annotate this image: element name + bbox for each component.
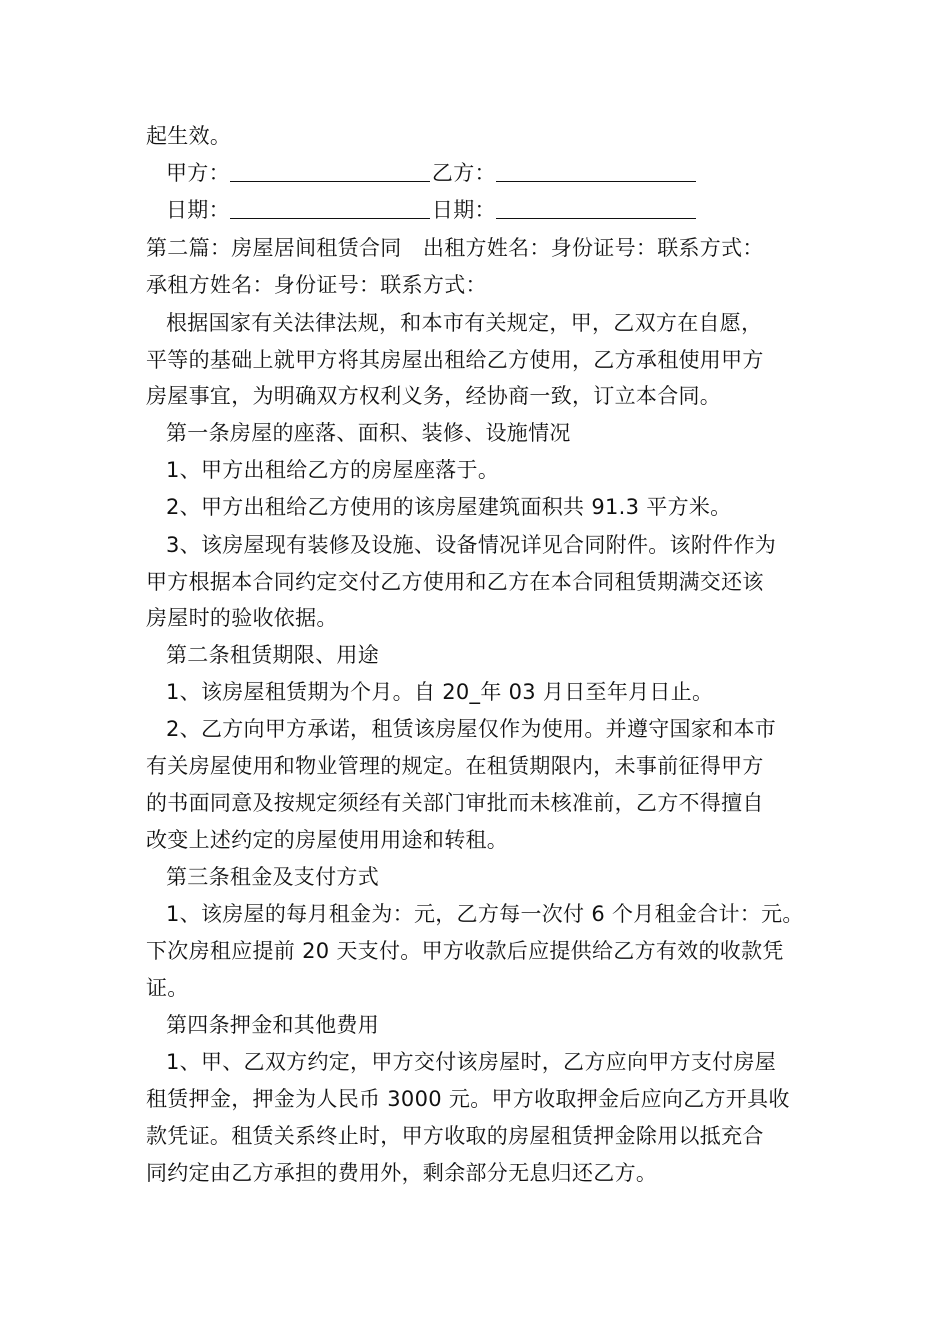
text-line: 起生效。 <box>146 124 232 148</box>
text-line: 证。 <box>146 976 189 1000</box>
text-line: 有关房屋使用和物业管理的规定。在租赁期限内，未事前征得甲方 <box>146 754 764 778</box>
date-a-blank <box>230 196 430 219</box>
clause-heading: 第一条房屋的座落、面积、装修、设施情况 <box>166 421 571 445</box>
text-line: 房屋事宜，为明确双方权利义务，经协商一致，订立本合同。 <box>146 384 722 408</box>
text-line: 根据国家有关法律法规，和本市有关规定，甲，乙双方在自愿， <box>166 311 763 335</box>
party-b-blank <box>496 159 696 182</box>
text-line: 款凭证。租赁关系终止时，甲方收取的房屋租赁押金除用以抵充合 <box>146 1124 764 1148</box>
text-line: 2、乙方向甲方承诺，租赁该房屋仅作为使用。并遵守国家和本市 <box>166 717 777 741</box>
text-line: 甲方根据本合同约定交付乙方使用和乙方在本合同租赁期满交还该 <box>146 570 764 594</box>
date-a-label: 日期： <box>166 198 230 222</box>
clause-heading: 第三条租金及支付方式 <box>166 865 379 889</box>
text-line: 承租方姓名：身份证号：联系方式： <box>146 273 487 297</box>
party-b-label: 乙方： <box>431 161 496 185</box>
text-line: 下次房租应提前 20 天支付。甲方收款后应提供给乙方有效的收款凭 <box>146 939 784 963</box>
text-line: 1、甲方出租给乙方的房屋座落于。 <box>166 458 500 482</box>
text-line: 1、该房屋租赁期为个月。自 20_年 03 月日至年月日止。 <box>166 680 714 704</box>
text-line: 改变上述约定的房屋使用用途和转租。 <box>146 828 509 852</box>
date-b-label: 日期： <box>431 198 496 222</box>
text-line: 的书面同意及按规定须经有关部门审批而未核准前，乙方不得擅自 <box>146 791 764 815</box>
text-line: 2、甲方出租给乙方使用的该房屋建筑面积共 91.3 平方米。 <box>166 495 732 519</box>
text-line: 租赁押金，押金为人民币 3000 元。甲方收取押金后应向乙方开具收 <box>146 1087 790 1111</box>
section-title: 第二篇：房屋居间租赁合同 出租方姓名：身份证号：联系方式： <box>146 236 764 260</box>
text-line: 房屋时的验收依据。 <box>146 606 338 630</box>
clause-heading: 第四条押金和其他费用 <box>166 1013 379 1037</box>
text-line: 平等的基础上就甲方将其房屋出租给乙方使用，乙方承租使用甲方 <box>146 348 764 372</box>
text-line: 同约定由乙方承担的费用外，剩余部分无息归还乙方。 <box>146 1161 658 1185</box>
text-line: 3、该房屋现有装修及设施、设备情况详见合同附件。该附件作为 <box>166 533 777 557</box>
text-line: 1、甲、乙双方约定，甲方交付该房屋时，乙方应向甲方支付房屋 <box>166 1050 777 1074</box>
clause-heading: 第二条租赁期限、用途 <box>166 643 379 667</box>
date-b-blank <box>496 196 696 219</box>
party-a-blank <box>230 159 430 182</box>
text-line: 1、该房屋的每月租金为：元，乙方每一次付 6 个月租金合计：元。 <box>166 902 804 926</box>
signature-line-dates <box>166 195 698 225</box>
party-a-label: 甲方： <box>166 161 230 185</box>
signature-line-parties <box>166 158 698 188</box>
